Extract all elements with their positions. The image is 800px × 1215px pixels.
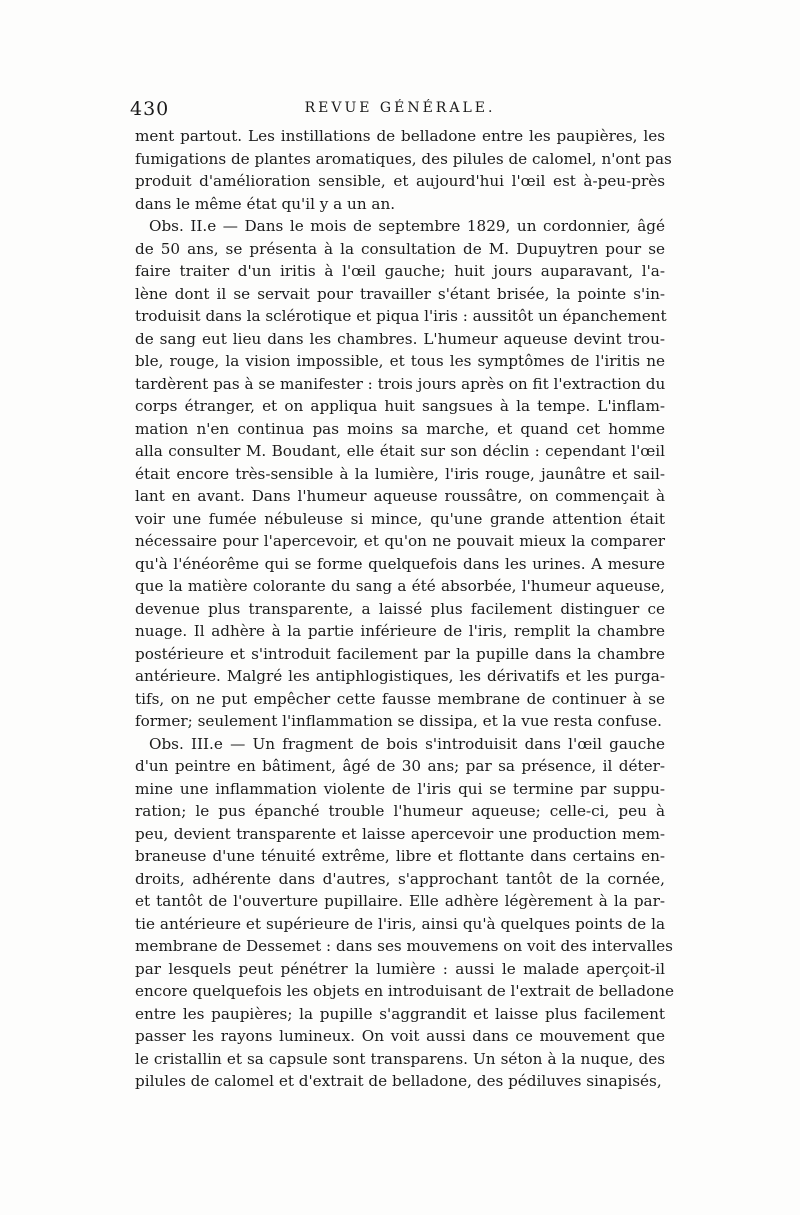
text-line: droits, adhérente dans d'autres, s'approchant tantôt de la cornée, xyxy=(135,869,665,888)
text-line: ble, rouge, la vision impossible, et tous les symptômes de l'iritis ne xyxy=(135,352,665,370)
text-line: faire traiter d'un iritis à l'œil gauche; huit jours auparavant, l'a- xyxy=(135,262,665,280)
text-line: ment partout. Les instillations de belladone entre les paupières, les xyxy=(135,127,665,145)
text-line: par lesquels peut pénétrer la lumière : aussi le malade aperçoit-il xyxy=(135,959,665,978)
text-line: postérieure et s'introduit facilement par la pupille dans la chambre xyxy=(135,644,665,663)
text-line: ration; le pus épanché trouble l'humeur aqueuse; celle-ci, peu à xyxy=(135,802,665,820)
text-line: devenue plus transparente, a laissé plus facilement distinguer ce xyxy=(135,599,665,618)
text-line: mation n'en continua pas moins sa marche, et quand cet homme xyxy=(135,419,665,438)
text-line: produit d'amélioration sensible, et aujourd'hui l'œil est à-peu-près xyxy=(135,172,665,190)
text-line: membrane de Dessemet : dans ses mouvemens on voit des intervalles xyxy=(135,937,673,955)
text-line: le cristallin et sa capsule sont transparens. Un séton à la nuque, des xyxy=(135,1049,665,1068)
text-line: alla consulter M. Boudant, elle était sur son déclin : cependant l'œil xyxy=(135,442,665,460)
text-line: lène dont il se servait pour travailler s'étant brisée, la pointe s'in- xyxy=(135,284,665,303)
text-line: peu, devient transparente et laisse apercevoir une production mem- xyxy=(135,824,665,843)
text-line: passer les rayons lumineux. On voit aussi dans ce mouvement que xyxy=(135,1027,665,1045)
text-line: d'un peintre en bâtiment, âgé de 30 ans; par sa présence, il déter- xyxy=(135,757,665,775)
text-line: nécessaire pour l'apercevoir, et qu'on ne pouvait mieux la comparer xyxy=(135,532,665,550)
text-line: braneuse d'une ténuité extrême, libre et flottante dans certains en- xyxy=(135,847,665,865)
text-line: voir une fumée nébuleuse si mince, qu'une grande attention était xyxy=(135,509,665,528)
text-line: lant en avant. Dans l'humeur aqueuse roussâtre, on commençait à xyxy=(135,487,665,505)
text-line: encore quelquefois les objets en introduisant de l'extrait de belladone xyxy=(135,982,674,1000)
text-line: tie antérieure et supérieure de l'iris, ainsi qu'à quelques points de la xyxy=(135,914,665,933)
text-line: nuage. Il adhère à la partie inférieure de l'iris, remplit la chambre xyxy=(135,622,665,640)
body-text xyxy=(135,125,674,1093)
text-line: fumigations de plantes aromatiques, des pilules de calomel, n'ont pas xyxy=(135,149,672,168)
text-line: pilules de calomel et d'extrait de belladone, des pédiluves sinapisés, xyxy=(135,1072,662,1090)
text-line: entre les paupières; la pupille s'aggrandit et laisse plus facilement xyxy=(135,1004,665,1023)
text-line: Obs. III.e — Un fragment de bois s'introduisit dans l'œil gauche xyxy=(149,734,665,753)
text-line: était encore très-sensible à la lumière, l'iris rouge, jaunâtre et sail- xyxy=(135,464,665,483)
text-line: qu'à l'énéorême qui se forme quelquefois dans les urines. A mesure xyxy=(135,554,665,573)
text-line: que la matière colorante du sang a été absorbée, l'humeur aqueuse, xyxy=(135,577,665,595)
text-line: corps étranger, et on appliqua huit sangsues à la tempe. L'inflam- xyxy=(135,397,665,415)
text-line: former; seulement l'inflammation se dissipa, et la vue resta confuse. xyxy=(135,712,662,730)
text-line: de 50 ans, se présenta à la consultation de M. Dupuytren pour se xyxy=(135,239,665,258)
text-line: et tantôt de l'ouverture pupillaire. Elle adhère légèrement à la par- xyxy=(135,892,665,910)
text-line: mine une inflammation violente de l'iris qui se termine par suppu- xyxy=(135,779,665,798)
text-line: Obs. II.e — Dans le mois de septembre 1829, un cordonnier, âgé xyxy=(149,217,665,235)
text-line: antérieure. Malgré les antiphlogistiques, les dérivatifs et les purga- xyxy=(135,667,665,685)
text-line: troduisit dans la sclérotique et piqua l'iris : aussitôt un épanchement xyxy=(135,307,667,325)
page-header xyxy=(130,98,670,124)
text-line: dans le même état qu'il y a un an. xyxy=(135,194,396,213)
text-line: tifs, on ne put empêcher cette fausse membrane de continuer à se xyxy=(135,689,665,708)
text-line: tardèrent pas à se manifester : trois jours après on fit l'extraction du xyxy=(135,374,666,393)
running-head: REVUE GÉNÉRALE. xyxy=(304,100,496,116)
page-number: 430 xyxy=(130,98,170,120)
text-line: de sang eut lieu dans les chambres. L'humeur aqueuse devint trou- xyxy=(135,329,665,348)
